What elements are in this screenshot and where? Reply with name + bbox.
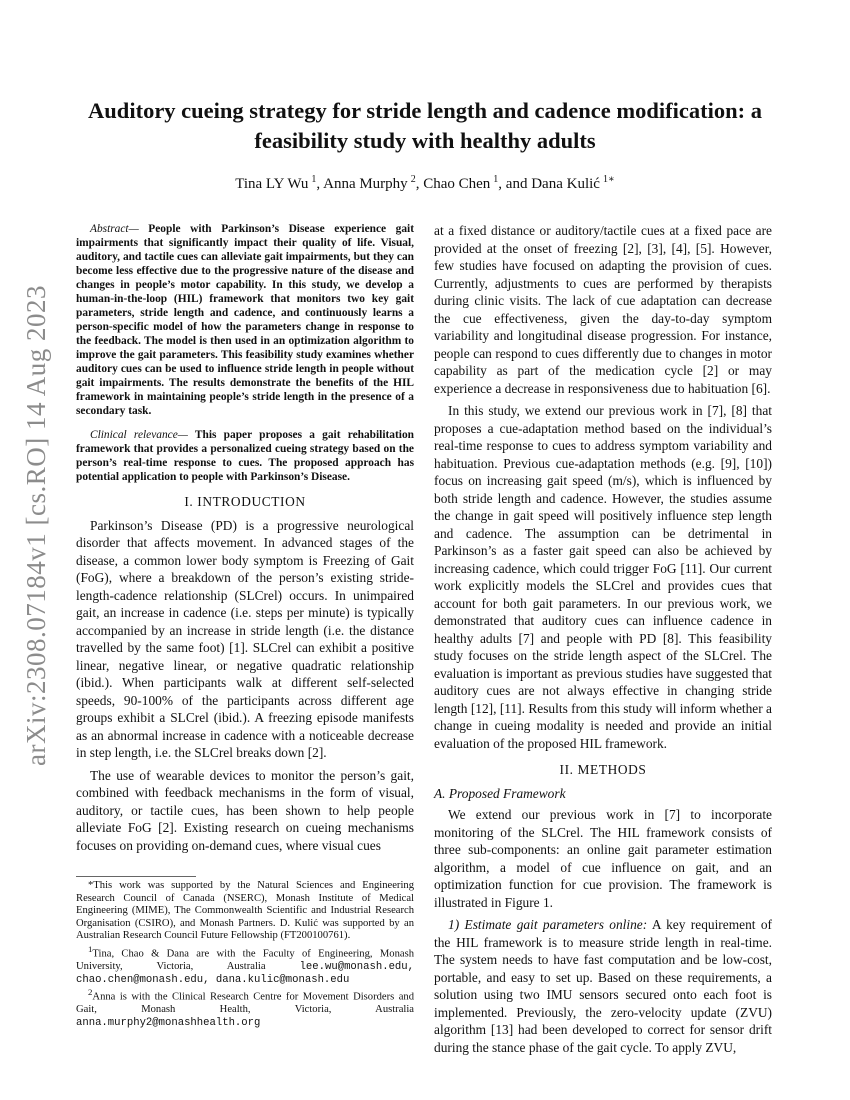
clinical-text: This paper proposes a gait rehabilitation framework that provides a personalized cueing strategy based on the person’s real-time response to cues. The proposed approach has potential application to people with Parkinson’s Disease. [76, 429, 414, 483]
right-column [434, 222, 772, 1061]
paragraph: 1) Estimate gait parameters online: A key requirement of the HIL framework is to measure stride length in real-time. The system needs to have fast computation and be low-cost, portable, and easy to set up. Based on these requirements, a solution using two IMU sensors secured onto each foot is implemented. Previously, the zero-velocity update (ZVU) algorithm [13] had been developed to correct for sensor drift during the stance phase of the gait cycle. To apply ZVU, [434, 917, 772, 1055]
abstract [76, 222, 414, 418]
arxiv-id-text: arXiv:2308.07184v1 [cs.RO] 14 Aug 2023 [20, 284, 51, 766]
author-affiliation: 1 [311, 174, 317, 185]
paragraph: Parkinson’s Disease (PD) is a progressive neurological disorder that affects movement. In advanced stages of the disease, a common lower body symptom is Freezing of Gait (FoG), where a breakdown of the person’s existing stride-length-cadence relationship (SLCrel) occurs. In unimpaired gait, an increase in cadence (i.e. steps per minute) is typically accompanied by an increase in stride length (i.e. the distance travelled by the same foot) [1]. SLCrel can exhibit a positive linear, negative linear, or negative quadratic relationship (ibid.). When participants walk at different self-selected speeds, 90-100% of the participants across different age groups exhibit a SLCrel (ibid.). A freezing episode manifests as an abnormal increase in cadence with a noticeable decrease in step length, i.e. the SLCrel breaks down [2]. [76, 517, 414, 760]
title-line-2: feasibility study with healthy adults [254, 128, 596, 153]
author-affiliation: 1 [493, 174, 499, 185]
section-heading-introduction: I. INTRODUCTION [184, 494, 306, 509]
footnote-rule [76, 876, 196, 877]
abstract-text: People with Parkinson’s Disease experience gait impairments that significantly impact their quality of life. Visual, auditory, and tactile cues can alleviate gait impairments, but they can become less effective due to the progressive nature of the disease and changes in people’s motor capability. In this study, we develop a human-in-the-loop (HIL) framework that monitors two key gait parameters, stride length and cadence, and continuously learns a person-specific model of how the parameters change in response to the feedback. The model is then used in an optimization algorithm to improve the gait parameters. This feasibility study examines whether auditory cues can be used to influence stride length in people without gait impairments. The results demonstrate the benefits of the HIL framework in maintaining people’s stride length in the presence of a secondary task. [76, 223, 414, 417]
footnotes [76, 880, 414, 1030]
footnote-affiliation-1: $^1$Tina, Chao & Dana are with the Faculty of Engineering, Monash University, Victoria, Australia lee.wu@monash.edu, chao.chen@monash.edu, dana.kulic@monash.edu [76, 943, 414, 986]
paragraph: at a fixed distance or auditory/tactile cues at a fixed pace are provided at the onset of freezing [2], [3], [4], [5]. However, few studies have focused on adapting the provision of cues. Currently, adjustments to cues are performed by therapists during clinic visits. The lack of cue adaptation can decrease the cue effectiveness, given the day-to-day symptom variability and longitudinal disease progression. For instance, people can respond to cues differently due to changes in motor capability as part of the medication cycle [2] or may experience a decrease in responsiveness due to habituation [6]. [434, 223, 772, 396]
clinical-label: Clinical relevance— [90, 429, 188, 441]
author-name: Chao Chen [423, 176, 491, 192]
title-line-1: Auditory cueing strategy for stride length and cadence modification: a [88, 98, 762, 123]
email-link[interactable]: lee.wu@monash.edu, [299, 961, 414, 974]
author-affiliation: 2 [410, 174, 416, 185]
email-link[interactable]: anna.murphy2@monashhealth.org [76, 1017, 261, 1029]
paper-title [70, 96, 780, 156]
paragraph: We extend our previous work in [7] to incorporate monitoring of the SLCrel. The HIL framework consists of three sub-components: an online gait parameter estimation algorithm, a model of cue influence on gait, and an optimization function for cue provision. The framework is illustrated in Figure 1. [434, 807, 772, 910]
paragraph: The use of wearable devices to monitor the person’s gait, combined with feedback mechanisms in the form of visual, auditory, or tactile cues, has been shown to help people alleviate FoG [2]. Existing research on cueing mechanisms focuses on providing on-demand cues, where visual cues [76, 767, 414, 853]
left-column [76, 222, 414, 859]
paragraph: In this study, we extend our previous work in [7], [8] that proposes a cue-adaptation method based on the individual’s real-time response to cues to address symptom variability and habituation. Previous cue-adaptation methods (e.g. [9], [10]) focus on increasing gait speed (m/s), which is influenced by both stride length and cadence. However, the studies assume the change in gait speed will positively influence step length and cadence. The assumption can be detrimental in Parkinson’s as a faster gait speed can also be achieved by increasing cadence, which could trigger FoG [11]. Our current work explicitly models the SLCrel and provides cues that account for both gait parameters. In our previous work, we demonstrated that auditory cues can influence cadence in healthy adults [7] and people with PD [8]. This feasibility study focuses on the stride length aspect of the SLCrel. The evaluation is important as previous studies have suggested that auditory cues are not always effective in changing stride length [12], [11]. Results from this study will inform whether a change in cueing modality is needed and provide an initial evaluation of the proposed HIL framework. [434, 403, 772, 751]
abstract-label: Abstract— [90, 223, 139, 235]
section-heading-methods: II. METHODS [559, 762, 647, 777]
author-name: Anna Murphy [323, 176, 408, 192]
footnote-funding: *This work was supported by the Natural Sciences and Engineering Research Council of Canada (NSERC), Monash Institute of Medical Engineering (MIME), The Commonwealth Scientific and Industrial Research Organisation (CSIRO), and Monash Partners. D. Kulić was supported by an Australian Research Council Future Fellowship (FT200100761). [76, 880, 414, 942]
subsection-heading: A. Proposed Framework [434, 785, 566, 801]
clinical-relevance [76, 428, 414, 484]
author-list: Tina LY Wu $^1$, Anna Murphy $^2$, Chao Chen $^1$, and Dana Kulić $^{1∗}$ [235, 174, 615, 192]
footnote-affiliation-2: $^2$Anna is with the Clinical Research Centre for Movement Disorders and Gait, Monash Health, Victoria, Australia anna.murphy2@monashhealth.org [76, 987, 414, 1029]
author-name: Dana Kulić [531, 176, 600, 192]
email-link[interactable]: chao.chen@monash.edu, dana.kulic@monash.edu [76, 973, 350, 986]
author-affiliation: 1∗ [602, 174, 615, 185]
arxiv-identifier [20, 284, 52, 766]
subsubsection-heading: 1) Estimate gait parameters online: [448, 917, 648, 932]
author-name: Tina LY Wu [235, 176, 309, 192]
